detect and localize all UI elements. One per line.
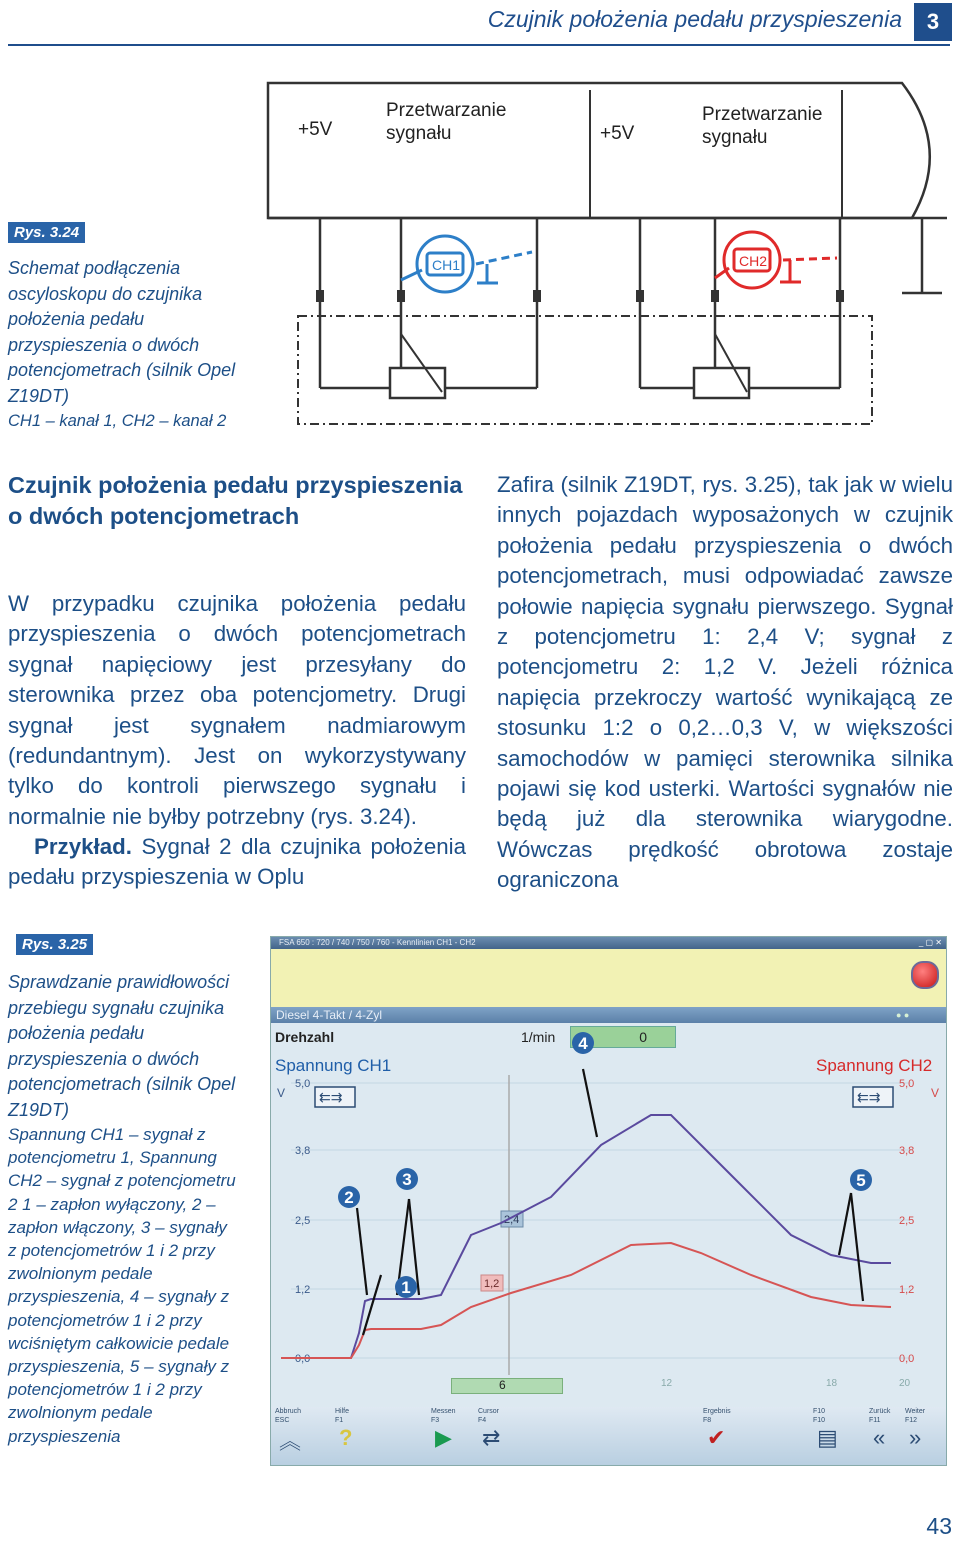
example-paragraph-start [8, 832, 466, 893]
connector-wires [320, 218, 942, 388]
section-heading: Czujnik położenia pedału przyspieszenia o dwóch potencjometrach [8, 472, 463, 529]
running-header-title: Czujnik położenia pedału przyspieszenia [487, 6, 902, 32]
engine-type-bar: Diesel 4-Takt / 4-Zyl [271, 1007, 946, 1023]
example-label: Przykład. [34, 834, 132, 859]
fkey-cursor[interactable]: Cursor F4 ⇄ [478, 1408, 501, 1450]
figure-3-25-caption-main: Sprawdzanie prawidłowości przebiegu sygnału czujnika położenia pedału przyspieszenia o dwóch potencjometrach (silnik Opel Z19DT) [8, 972, 236, 1120]
fkey-weiter[interactable]: Weiter F12 » [905, 1408, 926, 1450]
plot-grid [291, 1083, 911, 1358]
svg-text:⇇⇉: ⇇⇉ [319, 1089, 343, 1105]
ch1-y-tick: 3,8 [295, 1145, 311, 1157]
figure-3-24-caption-channels: CH1 – kanał 1, CH2 – kanał 2 [8, 412, 227, 430]
example-text-right: Zafira (silnik Z19DT, rys. 3.25), tak jak w wielu innych pojazdach wyposażonych w czujnik położenia pedału przyspieszenia o dwóch potencjometrach, musi odpowiadać zawsze połowie napięcia sygnału pierwszego. Sygnał z potencjometru 1: 2,4 V; sygnał z potencjometru 2: 1,2 V. Jeżeli różnica napięcia przekroczy wartość wynikającą ze stosunku 1:2 o 0,2…0,3 V, w większości samochodów w pamięci sterownika silnika pojawi się kod usterki. Wartości sygnałów nie będą już dla sterownika wiarygodne. Wówczas prędkość obrotowa zostaje ograniczona [497, 472, 953, 893]
x-tick-12: 12 [661, 1378, 673, 1389]
chart-icon: ▤ [817, 1425, 838, 1450]
play-icon: ▶ [435, 1425, 452, 1450]
help-question-icon: ? [339, 1425, 353, 1450]
body-column-left [8, 589, 466, 832]
ch2-marker-value: 1,2 [484, 1278, 500, 1290]
x-tick-6: 6 [499, 1378, 506, 1392]
figure-3-25-caption [8, 970, 240, 1448]
callout-3-label: 3 [402, 1170, 412, 1189]
figure-3-24-caption-main: Schemat podłączenia oscyloskopu do czujnika położenia pedału przyspieszenia o dwóch potencjometrach (silnik Opel Z19DT) [8, 258, 236, 406]
timebase-field[interactable] [451, 1378, 563, 1394]
processing-label-1a: Przetwarzanie [386, 100, 507, 121]
processing-label-1b: sygnału [386, 123, 452, 144]
figure-badge-3-24: Rys. 3.24 [8, 222, 85, 243]
ch2-y-tick: 1,2 [899, 1284, 915, 1296]
drehzahl-unit: 1/min [521, 1029, 556, 1045]
ch2-y-tick: 0,0 [899, 1353, 915, 1365]
ch1-label: CH1 [432, 257, 461, 273]
forward-arrow-icon: » [909, 1425, 922, 1450]
figure-3-24-caption [8, 256, 258, 435]
processing-label-2b: sygnału [702, 127, 768, 148]
left-axis-ticks [277, 1078, 310, 1365]
ch2-y-tick: 5,0 [899, 1078, 915, 1090]
header-rule [8, 44, 950, 46]
ch2-label: CH2 [739, 253, 768, 269]
fkey-hilfe[interactable]: Hilfe F1 ? [335, 1408, 353, 1450]
callout-5-label: 5 [856, 1171, 866, 1190]
plus5v-label-2: +5V [600, 123, 635, 144]
body-column-right [497, 470, 953, 896]
window-titlebar: FSA 650 : 720 / 740 / 750 / 760 - Kennlinien CH1 - CH2 [271, 937, 946, 949]
ch1-unit-label: V [277, 1086, 286, 1100]
x-tick-18: 18 [826, 1378, 838, 1389]
chapter-number-box: 3 [914, 3, 952, 41]
callout-arrows [357, 1069, 866, 1335]
ch2-y-tick: 3,8 [899, 1145, 915, 1157]
function-key-bar [271, 1407, 946, 1465]
right-axis-ticks [899, 1078, 939, 1365]
page-number: 43 [926, 1513, 952, 1539]
ch1-trace [281, 1115, 891, 1358]
ch1-probe [401, 236, 532, 292]
callout-1-label: 1 [401, 1278, 411, 1297]
status-indicator-icon[interactable] [911, 961, 939, 989]
double-up-arrow-icon: ︽ [279, 1429, 302, 1454]
ch1-y-tick: 2,5 [295, 1215, 311, 1227]
callout-2-label: 2 [344, 1188, 354, 1207]
paragraph-1: W przypadku czujnika położenia pedału przyspieszenia o dwóch potencjometrach sygnał napięciowy jest przesyłany do sterownika przez oba potencjometry. Drugi sygnał jest sygnałem nadmiarowym (redundantnym). Jest on wykorzystywany tylko do kontroli pierwszego sygnału i normalnie nie byłby potrzebny (rys. 3.24). [8, 591, 466, 829]
result-print-icon: ✔ [707, 1425, 726, 1450]
drehzahl-value: 0 [639, 1029, 647, 1045]
oscilloscope-wiring-diagram [262, 78, 952, 438]
waveform-cursor-icon: ⇄ [482, 1425, 501, 1450]
info-area [271, 949, 946, 1007]
ch1-y-tick: 1,2 [295, 1284, 311, 1296]
fkey-abbruch[interactable]: Abbruch ESC ︽ [275, 1408, 302, 1454]
fkey-f10[interactable]: F10 F10 ▤ [813, 1408, 838, 1450]
example-text-left: Sygnał 2 dla czujnika położenia pedału przyspieszenia w Oplu [8, 834, 466, 890]
svg-text:⇇⇉: ⇇⇉ [857, 1089, 881, 1105]
drehzahl-label: Drehzahl [275, 1029, 335, 1045]
ch2-unit-label: V [931, 1086, 940, 1100]
x-tick-20: 20 [899, 1378, 911, 1389]
figure-3-25-caption-detail: Spannung CH1 – sygnał z potencjometru 1, Spannung CH2 – sygnał z potencjometru 2 1 – zapłon wyłączony, 2 – zapłon włączony, 3 – sygnały z potencjometrów 1 i 2 przy zwolnionym pedale przyspieszenia, 4 – sygnały z potencjometrów 1 i 2 przy wciśniętym całkowicie pedale przyspieszenia, 5 – sygnały z potencjometrów 1 i 2 przy zwolnionym pedale przyspieszenia [8, 1125, 236, 1446]
ch1-y-tick: 5,0 [295, 1078, 311, 1090]
back-arrow-icon: « [873, 1425, 886, 1450]
x-axis-area [431, 1378, 931, 1392]
connector-nibs [316, 290, 844, 302]
traffic-light-icon: ● ● [896, 1010, 910, 1020]
ch1-y-tick: 0,0 [295, 1353, 311, 1365]
ch2-axis-title: Spannung CH2 [816, 1056, 933, 1075]
ch1-axis-title: Spannung CH1 [275, 1056, 392, 1075]
ch2-y-tick: 2,5 [899, 1215, 915, 1227]
ch2-probe [715, 232, 837, 288]
fkey-zurueck[interactable]: Zurück F11 « [869, 1408, 891, 1450]
plus5v-label-1: +5V [298, 119, 333, 140]
window-controls[interactable]: _ ▢ ✕ [918, 938, 942, 947]
sensor-housing-dashed [298, 316, 872, 424]
figure-badge-3-25: Rys. 3.25 [16, 934, 93, 955]
potentiometer-2 [694, 368, 749, 398]
processing-label-2a: Przetwarzanie [702, 104, 823, 125]
ecu-outline [268, 83, 930, 218]
ch1-marker-value: 2,4 [504, 1214, 520, 1226]
diagnostic-screen [270, 936, 947, 1466]
fkey-messen[interactable]: Messen F3 ▶ [431, 1408, 456, 1450]
fkey-ergebnis[interactable]: Ergebnis F8 ✔ [703, 1408, 731, 1450]
callout-4-label: 4 [578, 1034, 588, 1053]
